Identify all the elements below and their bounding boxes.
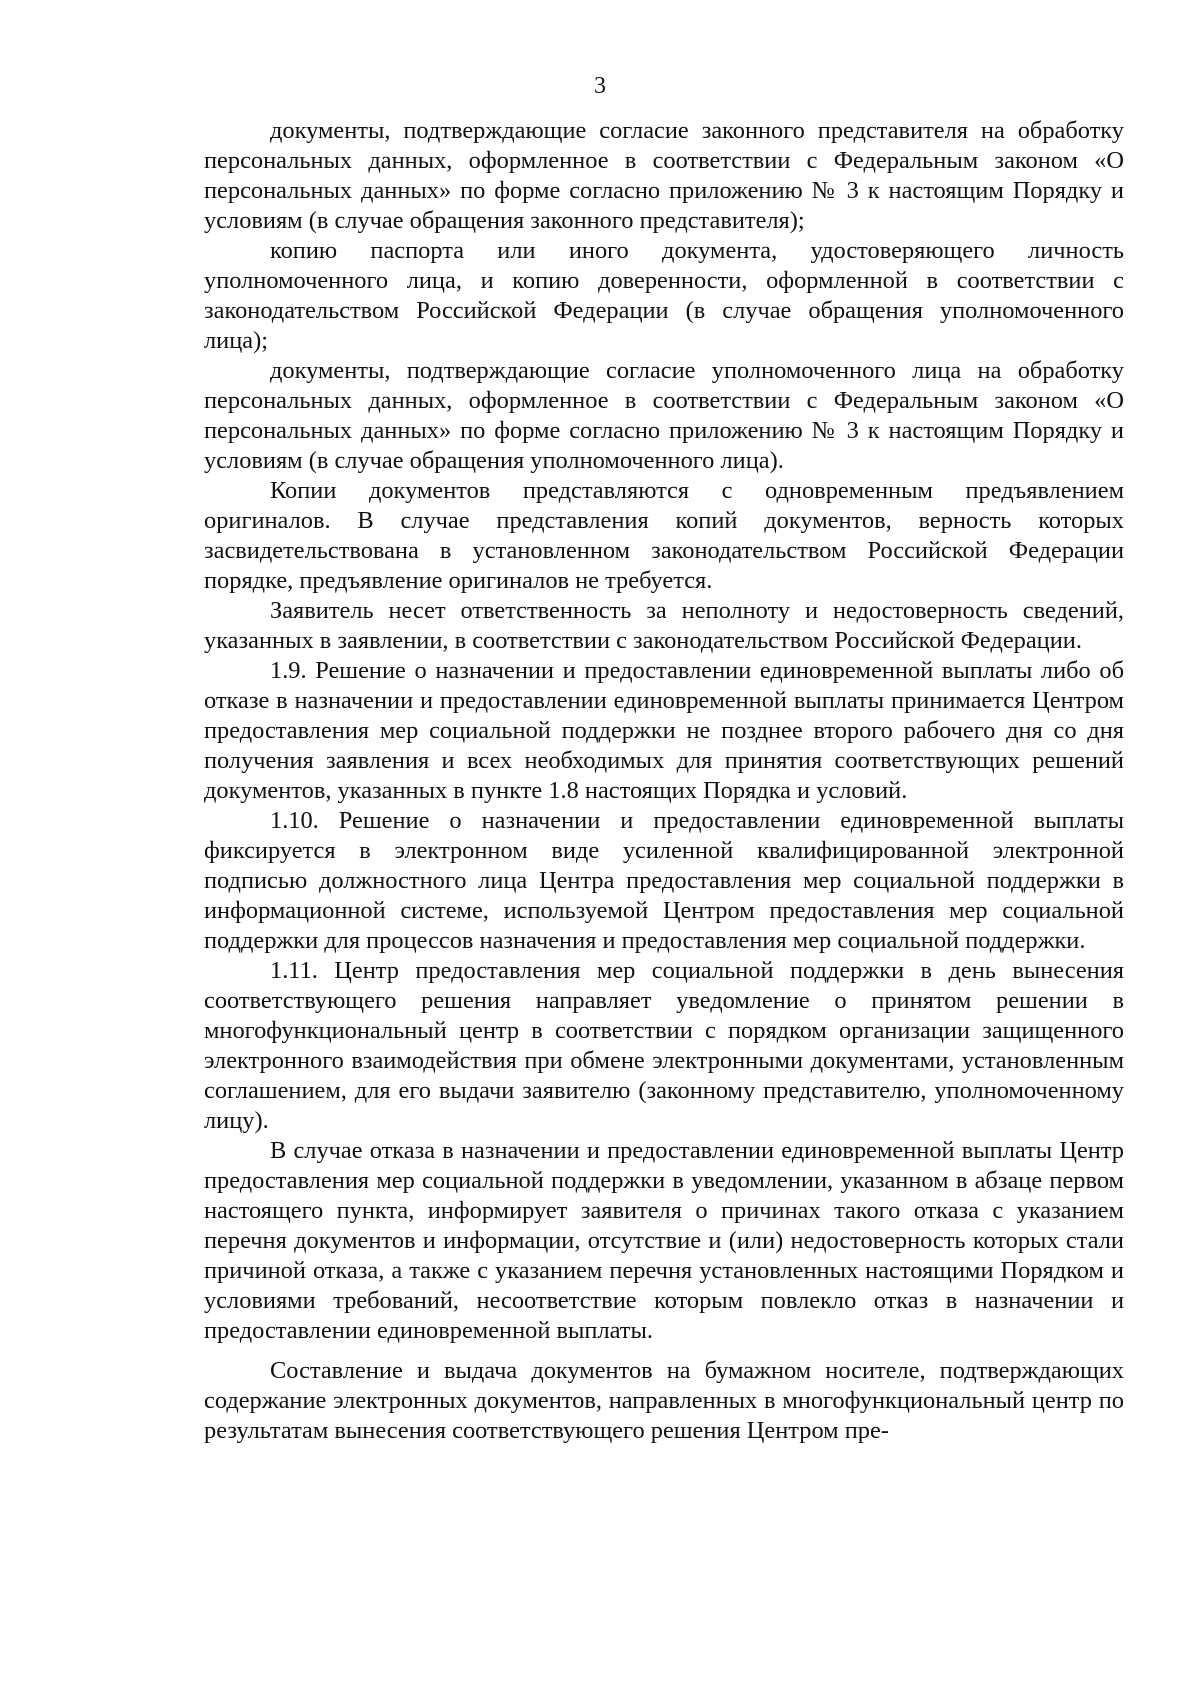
paragraph-clause-1-11: 1.11. Центр предоставления мер социальной поддержки в день вынесения соответствующего решения направляет уведомление о принятом решении в многофункциональный центр в соответствии с порядком организации защищенного электронного взаимодействия при обмене электронными документами, установленным соглашением, для его выдачи заявителю (законному представителю, уполномоченному лицу). — [204, 957, 1124, 1134]
paragraph-paper-documents: Составление и выдача документов на бумажном носителе, подтверждающих содержание электронных документов, направленных в многофункциональный центр по результатам вынесения соответствующего решения Центром пре- — [204, 1357, 1124, 1444]
paragraph-applicant-responsibility: Заявитель несет ответственность за неполноту и недостоверность сведений, указанных в заявлении, в соответствии с законодательством Российской Федерации. — [204, 597, 1124, 654]
paragraph-clause-1-9: 1.9. Решение о назначении и предоставлении единовременной выплаты либо об отказе в назначении и предоставлении единовременной выплаты принимается Центром предоставления мер социальной поддержки не позднее второго рабочего дня со дня получения заявления и всех необходимых для принятия соответствующих решений документов, указанных в пункте 1.8 настоящих Порядка и условий. — [204, 657, 1124, 804]
paragraph-legal-rep-consent: документы, подтверждающие согласие законного представителя на обработку персональных данных, оформленное в соответствии с Федеральным законом «О персональных данных» по форме согласно приложению № 3 к настоящим Порядку и условиям (в случае обращения законного представителя); — [204, 117, 1124, 234]
paragraph-document-copies: Копии документов представляются с одновременным предъявлением оригиналов. В случае представления копий документов, верность которых засвидетельствована в установленном законодательством Российской Федерации порядке, предъявление оригиналов не требуется. — [204, 477, 1124, 594]
paragraph-authorized-person-consent: документы, подтверждающие согласие уполномоченного лица на обработку персональных данных, оформленное в соответствии с Федеральным законом «О персональных данных» по форме согласно приложению № 3 к настоящим Порядку и условиям (в случае обращения уполномоченного лица). — [204, 357, 1124, 474]
document-body — [204, 116, 1124, 1446]
paragraph-authorized-person-passport: копию паспорта или иного документа, удостоверяющего личность уполномоченного лица, и копию доверенности, оформленной в соответствии с законодательством Российской Федерации (в случае обращения уполномоченного лица); — [204, 237, 1124, 354]
paragraph-clause-1-10: 1.10. Решение о назначении и предоставлении единовременной выплаты фиксируется в электронном виде усиленной квалифицированной электронной подписью должностного лица Центра предоставления мер социальной поддержки в информационной системе, используемой Центром предоставления мер социальной поддержки для процессов назначения и предоставления мер социальной поддержки. — [204, 807, 1124, 954]
paragraph-refusal-notice: В случае отказа в назначении и предоставлении единовременной выплаты Центр предоставления мер социальной поддержки в уведомлении, указанном в абзаце первом настоящего пункта, информирует заявителя о причинах такого отказа с указанием перечня документов и информации, отсутствие и (или) недостоверность которых стали причиной отказа, а также с указанием перечня установленных настоящими Порядком и условиями требований, несоответствие которым повлекло отказ в назначении и предоставлении единовременной выплаты. — [204, 1137, 1124, 1344]
page-number: 3 — [594, 73, 606, 99]
